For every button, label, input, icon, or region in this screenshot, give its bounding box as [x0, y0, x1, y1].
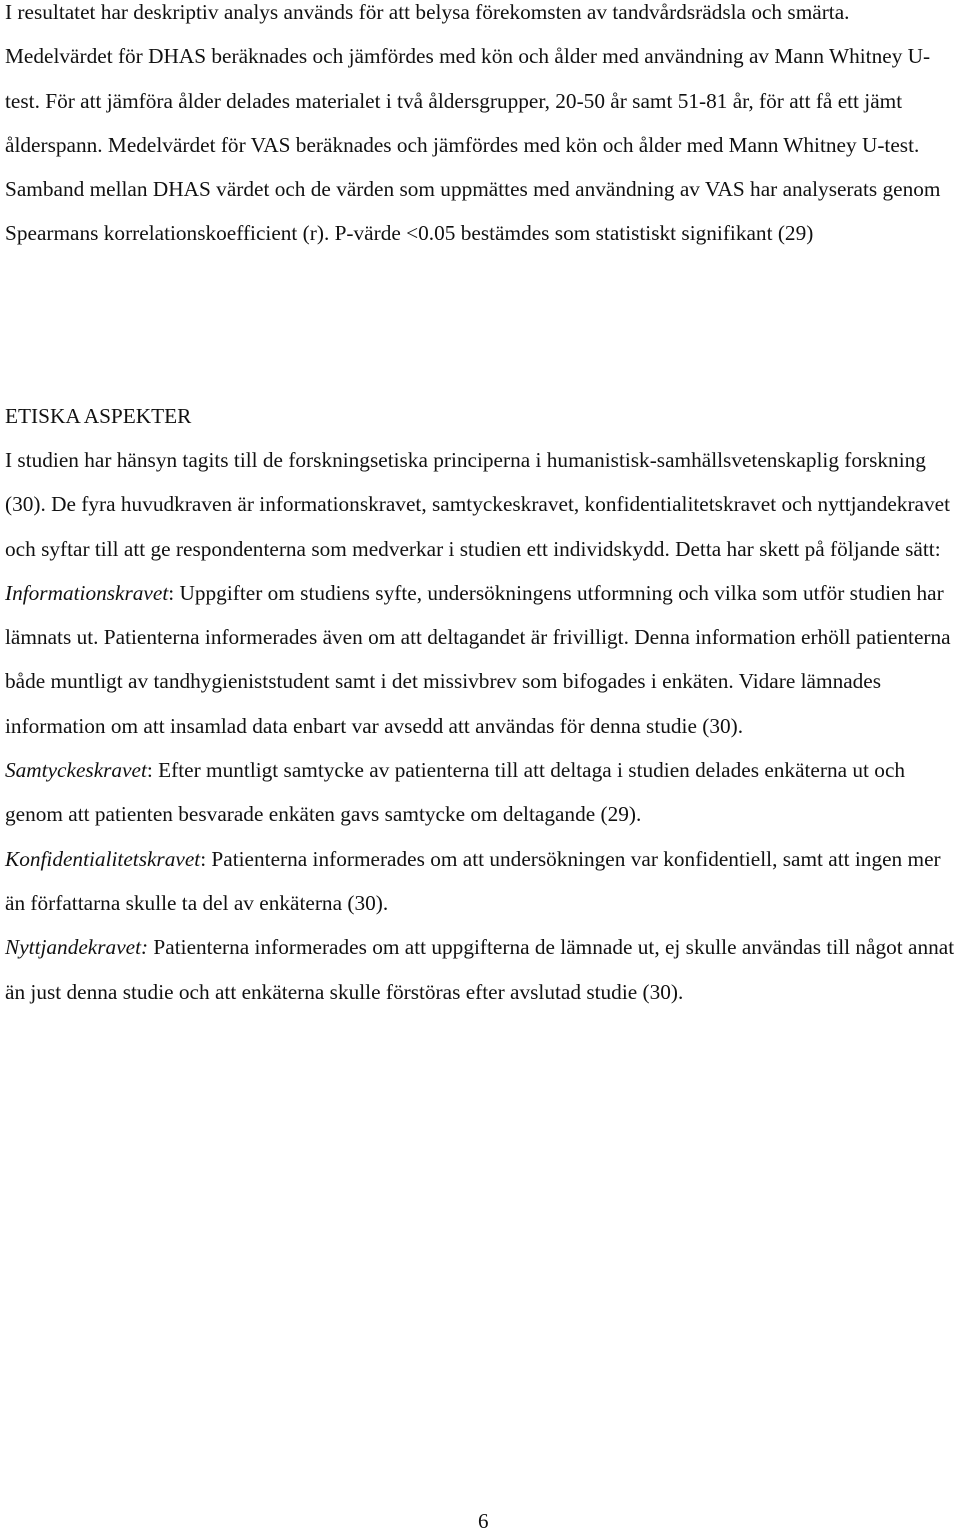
page-number: 6	[478, 1509, 489, 1533]
ethics-paragraph	[5, 438, 955, 1014]
information-requirement-label: Informationskravet	[5, 580, 169, 605]
information-requirement-text: : Uppgifter om studiens syfte, undersökningens utformning och vilka som utför studien har lämnats ut. Patienterna informerades även om att deltagandet är frivilligt. Denna information erhöll patienterna både muntligt av tandhygieniststudent samt i det missivbrev som bifogades i enkäten. Vidare lämnades information om att insamlad data enbart var avsedd att användas för denna studie (30).	[5, 580, 951, 738]
section-heading: ETISKA ASPEKTER	[5, 404, 192, 428]
document-page	[5, 0, 955, 1004]
ethics-intro-text: I studien har hänsyn tagits till de forskningsetiska principerna i humanistisk-samhällsvetenskaplig forskning (30). De fyra huvudkraven är informationskravet, samtyckeskravet, konfidentialitetskravet och nyttjandekravet och syftar till att ge respondenterna som medverkar i studien ett individskydd. Detta har skett på följande sätt:	[5, 448, 951, 561]
consent-requirement-label: Samtyckeskravet	[5, 758, 147, 783]
consent-requirement-text: : Efter muntligt samtycke av patienterna till att deltaga i studien delades enkäterna ut och genom att patienten besvarade enkäten gavs samtycke om deltagande (29).	[5, 758, 906, 827]
use-requirement-text: Patienterna informerades om att uppgifterna de lämnade ut, ej skulle användas till något annat än just denna studie och att enkäterna skulle förstöras efter avslutad studie (30).	[5, 935, 955, 1004]
confidentiality-requirement-text: : Patienterna informerades om att undersökningen var konfidentiell, samt att ingen mer än författarna skulle ta del av enkäterna (30).	[5, 846, 941, 915]
confidentiality-requirement-label: Konfidentialitetskravet	[5, 846, 201, 871]
results-paragraph: I resultatet har deskriptiv analys används för att belysa förekomsten av tandvårdsrädsla och smärta. Medelvärdet för DHAS beräknades och jämfördes med kön och ålder med användning av Mann Whitney U-test. För att jämföra ålder delades materialet i två åldersgrupper, 20-50 år samt 51-81 år, för att få ett jämt ålderspann. Medelvärdet för VAS beräknades och jämfördes med kön och ålder med Mann Whitney U-test. Samband mellan DHAS värdet och de värden som uppmättes med användning av VAS har analyserats genom Spearmans korrelationskoefficient (r). P-värde <0.05 bestämdes som statistiskt signifikant (29)	[5, 0, 941, 246]
use-requirement-label: Nyttjandekravet:	[5, 935, 149, 960]
